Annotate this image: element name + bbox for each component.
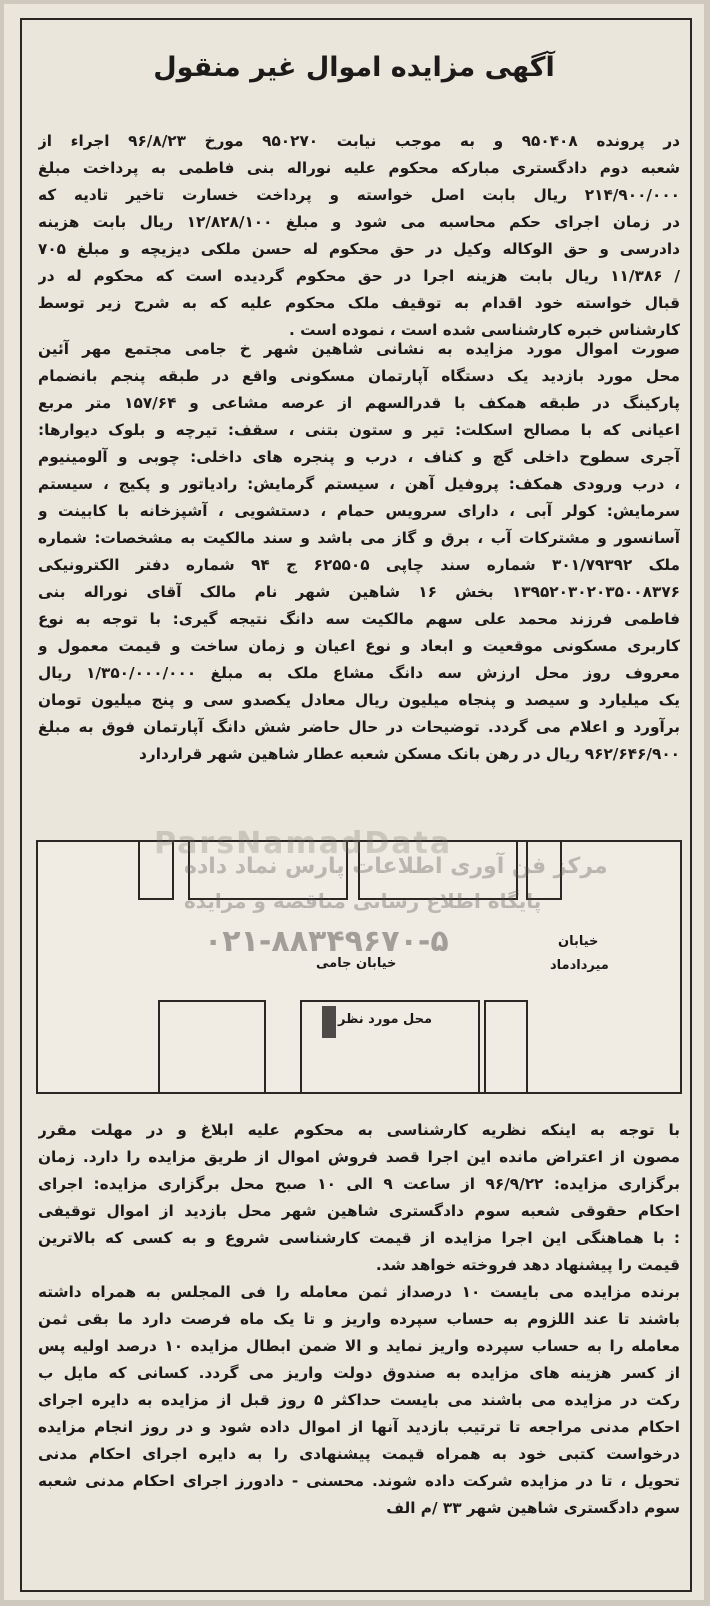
paragraph-auction-schedule [38, 1117, 680, 1279]
text-line: در پرونده ۹۵۰۴۰۸ و به موجب نیابت ۹۵۰۲۷۰ مورخ ۹۶/۸/۲۳ اجراء از [38, 132, 680, 150]
map-block [484, 1000, 528, 1092]
notice-title: آگهی مزایده اموال غیر منقول [153, 52, 555, 83]
text-line: دادرسی و حق الوکاله وکیل در حق محکوم له حسن ملکی دیزیچه و مبلغ ۷۰۵ [38, 240, 680, 258]
text-line: از کسر هزینه های مزایده به صندوق دولت واریز می گردد. کسانی که مایل ب [38, 1364, 680, 1382]
text-line: رکت در مزایده می باشند می بایست حداکثر ۵ روز قبل از مزایده به دایره اجرای [38, 1391, 680, 1409]
text-line: ، درب ورودی همکف: پروفیل آهن ، سیستم گرمایش: رادیاتور و پکیج ، سیستم [38, 475, 680, 493]
street-label-mirdadmad: خیابان [558, 934, 599, 949]
text-line: سرمایش: کولر آبی ، دارای سرویس حمام ، دستشویی ، آشپزخانه با کابینت و [38, 502, 680, 520]
paragraph-case-details [38, 128, 680, 344]
text-line: مصون از اعتراض مانده این اجرا قصد فروش اموال از طریق مزایده را دارد. زمان [38, 1148, 680, 1166]
text-line: پارکینگ در طبقه همکف با قدرالسهم از عرصه مشاعی و ۱۵۷/۶۴ متر مربع [38, 394, 680, 412]
watermark-brand: ParsNamadData [154, 826, 453, 861]
watermark-text: پایگاه اطلاع رسانی مناقصه و مزایده [184, 889, 542, 913]
text-line: شعبه دوم دادگستری مبارکه محکوم علیه نوراله بنی فاطمی به پرداخت مبلغ [38, 159, 680, 177]
text-line: قبال خواسته خود اقدام به توقیف ملک محکوم علیه که به شرح زیر توسط [38, 294, 680, 312]
watermark-phone: ۰۲۱-۸۸۳۴۹۶۷۰-۵ [204, 924, 449, 959]
text-line: کاربری مسکونی موقعیت و ابعاد و نوع اعیان و زمان ساخت و قیمت معمول و [38, 637, 680, 655]
street-label-jami: خیابان جامی [316, 956, 397, 971]
text-line: احکام مدنی مراجعه تا ترتیب بازدید آنها از اموال داده شود و در روز انجام مزایده [38, 1418, 680, 1436]
watermark-text: مرکز فن آوری اطلاعات پارس نماد داده [184, 854, 608, 879]
text-line: ۱۳۹۵۲۰۳۰۲۰۳۵۰۰۸۳۷۶ بخش ۱۶ شاهین شهر نام مالک آقای نوراله بنی [38, 583, 680, 601]
text-line: آجری سطوح داخلی گچ و کناف ، درب و پنجره های داخلی: چوبی و آلومینیوم [38, 448, 680, 466]
text-line: با توجه به اینکه نظریه کارشناسی به محکوم علیه ابلاغ و در مهلت مقرر [38, 1121, 680, 1139]
map-block [158, 1000, 266, 1092]
text-line: اعیانی که با مصالح اسکلت: تیر و ستون بتنی ، سقف: تیرچه و بلوک دیوارها: [38, 421, 680, 439]
text-line: برآورد و اعلام می گردد. توضیحات در حال حاضر شش دانگ آپارتمان فوق به مبلغ [38, 718, 680, 736]
text-line: تحویل ، تا در مزایده شرکت داده شوند. محسنی - دادورز اجرای احکام مدنی شعبه [38, 1472, 680, 1490]
text-line: ۹۶۲/۶۴۶/۹۰۰ ریال در رهن بانک مسکن شعبه عطار شاهین شهر قراردارد [139, 745, 680, 763]
text-line: در زمان اجرای حکم محاسبه می شود و مبلغ ۱۲/۸۲۸/۱۰۰ ریال بابت هزینه [38, 213, 680, 231]
text-line: برگزاری مزایده: ۹۶/۹/۲۲ از ساعت ۹ الی ۱۰ صبح محل برگزاری مزایده: اجرای [38, 1175, 680, 1193]
newspaper-clipping [4, 4, 704, 1600]
target-property-label: محل مورد نظر [338, 1012, 433, 1027]
street-label-mirdadmad: میردادماد [550, 958, 609, 973]
text-line: محل مورد بازدید یک دستگاه آپارتمان مسکونی واقع در طبقه پنجم بانضمام [38, 367, 680, 385]
target-property-marker [322, 1006, 336, 1038]
text-line: / ۱۱/۳۸۶ ریال بابت هزینه اجرا در حق محکوم گردیده است که محکوم له در [38, 267, 680, 285]
text-line: معامله را به حساب سپرده واریز نماید و الا ضمن ابطال مزایده ۱۰ درصد اولیه پس [38, 1337, 680, 1355]
text-line: یک میلیارد و سیصد و پنجاه میلیون ریال معادل یکصدو سی و پنج میلیون تومان [38, 691, 680, 709]
text-line: درخواست کتبی خود به همراه قیمت پیشنهادی را به دایره اجرای احکام مدنی [38, 1445, 680, 1463]
text-line: آسانسور و مشترکات آب ، برق و گاز می باشد و سند مالکیت به مشخصات: شماره [38, 529, 680, 547]
paragraph-auction-terms [38, 1279, 680, 1522]
text-line: سوم دادگستری شاهین شهر ۳۳ /م الف [386, 1499, 680, 1517]
text-line: ۲۱۴/۹۰۰/۰۰۰ ریال بابت اصل خواسته و پرداخت خسارت تاخیر تادیه که [38, 186, 680, 204]
text-line: باشند تا عند اللزوم به حساب سپرده واریز و تا یک ماه فرصت دارد ما بقی ثمن [38, 1310, 680, 1328]
text-line: قیمت را پیشنهاد دهد فروخته خواهد شد. [375, 1256, 680, 1274]
text-line: معروف روز محل ارزش سه دانگ مشاع ملک به مبلغ ۱/۳۵۰/۰۰۰/۰۰۰ ریال [38, 664, 680, 682]
text-line: کارشناس خبره کارشناسی شده است ، نموده است . [289, 321, 680, 339]
text-line: : با هماهنگی این اجرا مزایده از قیمت کارشناسی شروع و به کسی که بالاترین [38, 1229, 680, 1247]
text-line: صورت اموال مورد مزایده به نشانی شاهین شهر خ جامی مجتمع مهر آئین [38, 340, 680, 358]
text-line: احکام حقوقی شعبه سوم دادگستری شاهین شهر محل بازدید از اموال توقیفی [38, 1202, 680, 1220]
text-line: فاطمی فرزند محمد علی سهم مالکیت سه دانگ نتیجه گیری: با توجه به نوع [38, 610, 680, 628]
text-line: ملک ۳۰۱/۷۹۳۹۲ شماره سند چاپی ۶۲۵۵۰۵ ج ۹۴ شماره دفتر الکترونیکی [38, 556, 680, 574]
text-line: برنده مزایده می بایست ۱۰ درصداز ثمن معامله را فی المجلس به همراه داشته [38, 1283, 680, 1301]
paragraph-property-description [38, 336, 680, 768]
